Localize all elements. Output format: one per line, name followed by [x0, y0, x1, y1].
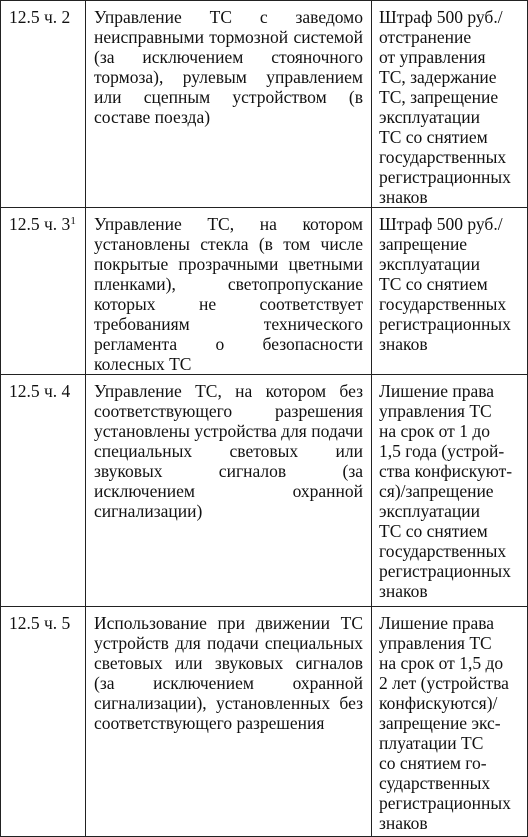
penalty-line: ства конфискуют-: [379, 461, 513, 481]
article-cell: [1, 208, 86, 375]
penalty-line: управления ТС: [379, 401, 492, 421]
penalty-cell: [372, 1, 528, 208]
penalty-line: Штраф 500 руб./: [379, 7, 503, 27]
penalty-line: запрещение экс-: [379, 713, 501, 733]
penalty-line: ТС со снятием: [379, 274, 488, 294]
penalty-line: Лишение права: [379, 613, 495, 633]
penalty-line: конфискуются)/: [379, 693, 498, 713]
article-code-superscript: 1: [70, 215, 76, 227]
violation-description: Управление ТС с заведомо неисправными тормозной системой (за исключением стояночного тормоза), рулевым управлением или сцепным устройством (в составе поезда): [94, 7, 363, 127]
penalty-cell: [372, 375, 528, 607]
penalty-line: на срок от 1,5 до: [379, 653, 504, 673]
penalty-line: эксплуатации: [379, 501, 481, 521]
penalty-line: ТС, задержание: [379, 67, 497, 87]
penalty-line: знаков: [379, 187, 428, 207]
description-cell: [86, 208, 372, 375]
penalty-line: ся)/запрещение: [379, 481, 494, 501]
article-code: 12.5 ч. 3: [9, 214, 71, 234]
penalty-line: государственных: [379, 147, 507, 167]
article-cell: [1, 1, 86, 208]
penalty-line: государственных: [379, 541, 507, 561]
penalty-line: регистрационных: [379, 167, 511, 187]
penalty-line: ТС, запрещение: [379, 87, 499, 107]
penalty-line: управления ТС: [379, 633, 492, 653]
penalty-line: знаков: [379, 334, 428, 354]
article-code: 12.5 ч. 2: [9, 7, 71, 27]
penalty-line: 1,5 года (устрой-: [379, 441, 505, 461]
penalty-line: запрещение: [379, 234, 468, 254]
article-code: 12.5 ч. 4: [9, 381, 71, 401]
penalty-line: государственных: [379, 294, 507, 314]
penalty-line: регистрационных: [379, 793, 511, 813]
penalty-line: Лишение права: [379, 381, 495, 401]
penalty-line: отстранение: [379, 27, 472, 47]
penalty-line: на срок от 1 до: [379, 421, 490, 441]
violation-description: Управление ТС, на котором установлены стекла (в том числе покрытые прозрачными цветными пленками), светопропускание которых не соответствует требованиям технического регламента о безопасности колесных ТС: [94, 214, 363, 374]
penalty-line: регистрационных: [379, 314, 511, 334]
penalty-line: со снятием го-: [379, 753, 487, 773]
article-cell: [1, 375, 86, 607]
penalty-line: 2 лет (устройства: [379, 673, 509, 693]
penalty-cell: [372, 607, 528, 837]
penalty-line: плуатации ТС: [379, 733, 484, 753]
penalty-line: знаков: [379, 813, 428, 833]
penalty-line: эксплуатации: [379, 254, 481, 274]
violation-description: Управление ТС, на котором без соответствующего разрешения установлены устройства для подачи специальных световых или звуковых сигналов (за исключением охранной сигнализации): [94, 381, 363, 521]
penalty-line: сударственных: [379, 773, 491, 793]
description-cell: [86, 375, 372, 607]
table-row: [1, 607, 528, 837]
article-code: 12.5 ч. 5: [9, 613, 71, 633]
penalty-cell: [372, 208, 528, 375]
penalty-line: ТС со снятием: [379, 521, 488, 541]
penalty-line: от управления: [379, 47, 486, 67]
penalty-line: знаков: [379, 581, 428, 601]
description-cell: [86, 607, 372, 837]
penalty-line: эксплуатации: [379, 107, 481, 127]
article-cell: [1, 607, 86, 837]
penalty-line: регистрационных: [379, 561, 511, 581]
description-cell: [86, 1, 372, 208]
table-row: [1, 1, 528, 208]
violation-description: Использование при движении ТС устройств для подачи специальных световых или звуковых сигналов (за исключением охранной сигнализации), установленных без соответствующего разрешения: [94, 613, 363, 733]
penalty-line: ТС со снятием: [379, 127, 488, 147]
table-row: [1, 375, 528, 607]
penalty-line: Штраф 500 руб./: [379, 214, 503, 234]
table-row: [1, 208, 528, 375]
